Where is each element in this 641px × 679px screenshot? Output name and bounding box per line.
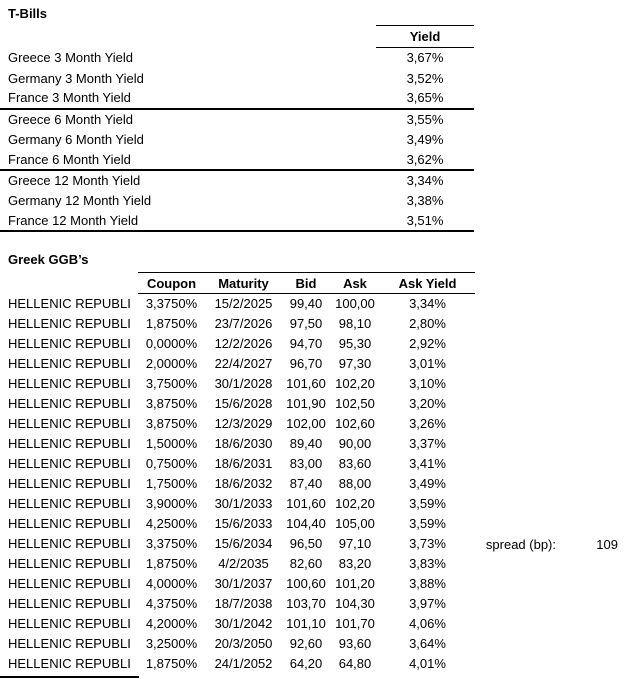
ggb-issuer-cell[interactable]: HELLENIC REPUBLI bbox=[8, 456, 131, 471]
ggb-coupon-cell[interactable]: 3,3750% bbox=[145, 296, 198, 312]
tbill-label-cell[interactable]: France 3 Month Yield bbox=[0, 88, 376, 108]
ggb-bond-row bbox=[0, 554, 475, 574]
tbill-label-cell[interactable]: Germany 12 Month Yield bbox=[8, 192, 152, 208]
ggb-ask-cell[interactable]: 102,50 bbox=[335, 396, 375, 411]
ggb-bid-cell[interactable]: 102,00 bbox=[286, 416, 326, 431]
ggb-bond-row bbox=[0, 354, 475, 374]
tbill-label-cell[interactable]: Germany 6 Month Yield bbox=[8, 131, 144, 147]
tbills-header-row bbox=[0, 26, 474, 48]
ggb-issuer-cell[interactable]: HELLENIC REPUBLI bbox=[8, 316, 131, 331]
ggb-coupon-cell[interactable]: 3,2500% bbox=[145, 636, 198, 651]
tbill-yield-cell[interactable]: 3,38% bbox=[406, 192, 444, 208]
ggb-ask-cell[interactable]: 93,60 bbox=[338, 636, 372, 651]
ggb-section-title: Greek GGB’s bbox=[8, 252, 89, 267]
ggb-ask-yield-cell[interactable]: 3,37% bbox=[409, 436, 446, 451]
ggb-maturity-cell[interactable]: 12/3/2029 bbox=[214, 416, 273, 431]
ggb-ask-cell[interactable]: 88,00 bbox=[338, 476, 372, 491]
ggb-ask-cell[interactable]: 101,70 bbox=[335, 616, 375, 631]
ggb-ask-cell[interactable]: 100,00 bbox=[335, 296, 375, 312]
ggb-ask-yield-cell[interactable]: 2,80% bbox=[409, 316, 446, 331]
ggb-coupon-cell[interactable]: 2,0000% bbox=[145, 356, 198, 371]
ggb-header-empty-cell bbox=[0, 273, 138, 294]
ggb-coupon-cell[interactable]: 0,0000% bbox=[145, 336, 198, 351]
ggb-ask-yield-cell[interactable]: 3,01% bbox=[409, 356, 446, 371]
ggb-ask-cell[interactable]: 104,30 bbox=[335, 596, 375, 611]
ggb-coupon-cell[interactable]: 4,3750% bbox=[145, 596, 198, 611]
ggb-bond-row bbox=[0, 634, 475, 654]
ggb-coupon-cell[interactable]: 3,7500% bbox=[145, 376, 198, 391]
ggb-bond-row bbox=[0, 414, 475, 434]
ggb-coupon-cell[interactable]: 3,9000% bbox=[145, 496, 198, 511]
ggb-maturity-cell[interactable]: 30/1/2042 bbox=[214, 616, 273, 631]
ggb-ask-cell[interactable]: 83,60 bbox=[338, 456, 372, 471]
ggb-ask-cell[interactable]: 102,20 bbox=[335, 496, 375, 511]
ggb-ask-cell[interactable]: 101,20 bbox=[335, 576, 375, 591]
tbill-yield-cell[interactable]: 3,51% bbox=[376, 211, 474, 231]
ggb-bond-row bbox=[0, 394, 475, 414]
ggb-bond-row bbox=[0, 534, 475, 554]
ggb-bid-cell[interactable]: 103,70 bbox=[286, 596, 326, 611]
ggb-coupon-cell[interactable]: 1,8750% bbox=[145, 656, 198, 671]
ggb-bid-cell[interactable]: 96,50 bbox=[289, 536, 323, 551]
ggb-ask-cell[interactable]: 97,10 bbox=[338, 536, 372, 551]
ggb-issuer-cell[interactable]: HELLENIC REPUBLI bbox=[8, 636, 131, 651]
ggb-bid-cell[interactable]: 99,40 bbox=[289, 296, 323, 312]
ggb-issuer-cell[interactable]: HELLENIC REPUBLI bbox=[8, 536, 131, 551]
ggb-maturity-cell[interactable]: 30/1/2037 bbox=[214, 576, 273, 591]
bottom-partial-rule bbox=[0, 676, 139, 678]
spread-bp-label: spread (bp): bbox=[485, 537, 556, 552]
ggb-bond-row bbox=[0, 314, 475, 334]
ggb-ask-yield-cell[interactable]: 3,34% bbox=[409, 296, 446, 312]
ggb-bid-cell[interactable]: 83,00 bbox=[289, 456, 323, 471]
ggb-issuer-cell[interactable]: HELLENIC REPUBLI bbox=[8, 556, 131, 571]
ggb-ask-yield-cell[interactable]: 3,20% bbox=[409, 396, 446, 411]
tbills-row bbox=[0, 109, 474, 129]
ggb-ask-cell[interactable]: 90,00 bbox=[338, 436, 372, 451]
ggb-maturity-cell[interactable]: 24/1/2052 bbox=[214, 656, 273, 671]
ggb-col-header-ask-yield: Ask Yield bbox=[380, 273, 475, 294]
tbill-yield-cell[interactable]: 3,65% bbox=[376, 88, 474, 108]
ggb-coupon-cell[interactable]: 3,3750% bbox=[145, 536, 198, 551]
ggb-bond-row bbox=[0, 614, 475, 634]
ggb-bid-cell[interactable]: 101,60 bbox=[286, 376, 326, 391]
tbill-yield-cell[interactable]: 3,67% bbox=[406, 50, 444, 66]
ggb-ask-cell[interactable]: 95,30 bbox=[338, 336, 372, 351]
ggb-bid-cell[interactable]: 96,70 bbox=[289, 356, 323, 371]
ggb-col-header-maturity: Maturity bbox=[205, 273, 282, 294]
ggb-coupon-cell[interactable]: 1,5000% bbox=[145, 436, 198, 451]
ggb-maturity-cell[interactable]: 15/6/2033 bbox=[214, 516, 273, 531]
ggb-ask-yield-cell[interactable]: 3,41% bbox=[409, 456, 446, 471]
ggb-ask-yield-cell[interactable]: 3,88% bbox=[409, 576, 446, 591]
ggb-issuer-cell[interactable]: HELLENIC REPUBLI bbox=[8, 516, 131, 531]
ggb-maturity-cell[interactable]: 23/7/2026 bbox=[214, 316, 273, 331]
ggb-bid-cell[interactable]: 82,60 bbox=[289, 556, 323, 571]
tbill-yield-cell[interactable]: 3,55% bbox=[406, 111, 444, 127]
ggb-issuer-cell[interactable]: HELLENIC REPUBLI bbox=[8, 496, 131, 511]
ggb-bid-cell[interactable]: 89,40 bbox=[289, 436, 323, 451]
ggb-col-header-ask: Ask bbox=[330, 273, 380, 294]
ggb-coupon-cell[interactable]: 4,2500% bbox=[145, 516, 198, 531]
tbill-label-cell[interactable]: Greece 6 Month Yield bbox=[8, 111, 134, 127]
ggb-ask-cell[interactable]: 98,10 bbox=[338, 316, 372, 331]
ggb-maturity-cell[interactable]: 15/6/2028 bbox=[214, 396, 273, 411]
ggb-bond-row bbox=[0, 334, 475, 354]
ggb-coupon-cell[interactable]: 1,8750% bbox=[145, 316, 198, 331]
tbill-label-cell[interactable]: Greece 12 Month Yield bbox=[8, 173, 141, 189]
tbill-yield-cell[interactable]: 3,34% bbox=[406, 173, 444, 189]
ggb-bond-row bbox=[0, 574, 475, 594]
ggb-issuer-cell[interactable]: HELLENIC REPUBLI bbox=[8, 396, 131, 411]
tbills-row bbox=[0, 211, 474, 231]
spread-bp-value[interactable]: 109 bbox=[596, 537, 618, 552]
ggb-bid-cell[interactable]: 101,60 bbox=[286, 496, 326, 511]
ggb-maturity-cell[interactable]: 4/2/2035 bbox=[218, 556, 269, 571]
ggb-bond-row bbox=[0, 434, 475, 454]
ggb-ask-yield-cell[interactable]: 4,06% bbox=[409, 616, 446, 631]
ggb-ask-cell[interactable]: 105,00 bbox=[335, 516, 375, 531]
ggb-issuer-cell[interactable]: HELLENIC REPUBLI bbox=[8, 416, 131, 431]
ggb-bid-cell[interactable]: 104,40 bbox=[286, 516, 326, 531]
ggb-bond-row bbox=[0, 474, 475, 494]
ggb-maturity-cell[interactable]: 18/6/2030 bbox=[214, 436, 273, 451]
ggb-issuer-cell[interactable]: HELLENIC REPUBLI bbox=[8, 596, 131, 611]
tbill-label-cell[interactable]: Germany 3 Month Yield bbox=[8, 70, 144, 86]
ggb-maturity-cell[interactable]: 20/3/2050 bbox=[214, 636, 273, 651]
ggb-issuer-cell[interactable]: HELLENIC REPUBLI bbox=[8, 616, 131, 631]
ggb-ask-cell[interactable]: 102,20 bbox=[335, 376, 375, 391]
ggb-coupon-cell[interactable]: 3,8750% bbox=[145, 416, 198, 431]
ggb-maturity-cell[interactable]: 18/6/2032 bbox=[214, 476, 273, 491]
ggb-issuer-cell[interactable]: HELLENIC REPUBLI bbox=[8, 356, 131, 371]
ggb-ask-yield-cell[interactable]: 3,59% bbox=[409, 496, 446, 511]
ggb-coupon-cell[interactable]: 3,8750% bbox=[145, 396, 198, 411]
ggb-bid-cell[interactable]: 101,90 bbox=[286, 396, 326, 411]
ggb-ask-yield-cell[interactable]: 3,26% bbox=[409, 416, 446, 431]
tbills-row bbox=[0, 149, 474, 169]
tbills-table bbox=[0, 25, 474, 232]
ggb-ask-yield-cell[interactable]: 3,49% bbox=[409, 476, 446, 491]
ggb-bid-cell[interactable]: 97,50 bbox=[289, 316, 323, 331]
ggb-maturity-cell[interactable]: 30/1/2033 bbox=[214, 496, 273, 511]
tbills-row bbox=[0, 190, 474, 210]
ggb-issuer-cell[interactable]: HELLENIC REPUBLI bbox=[8, 656, 131, 671]
tbill-yield-cell[interactable]: 3,62% bbox=[376, 149, 474, 169]
ggb-ask-yield-cell[interactable]: 3,97% bbox=[409, 596, 446, 611]
ggb-ask-cell[interactable]: 102,60 bbox=[335, 416, 375, 431]
ggb-maturity-cell[interactable]: 18/7/2038 bbox=[214, 596, 273, 611]
tbills-yield-header: Yield bbox=[376, 26, 474, 48]
ggb-maturity-cell[interactable]: 30/1/2028 bbox=[214, 376, 273, 391]
ggb-col-header-bid: Bid bbox=[282, 273, 330, 294]
ggb-maturity-cell[interactable]: 12/2/2026 bbox=[214, 336, 273, 351]
ggb-issuer-cell[interactable]: HELLENIC REPUBLI bbox=[8, 476, 131, 491]
ggb-bond-row bbox=[0, 514, 475, 534]
ggb-coupon-cell[interactable]: 4,0000% bbox=[145, 576, 198, 591]
tbills-row bbox=[0, 48, 474, 68]
ggb-ask-yield-cell[interactable]: 3,64% bbox=[409, 636, 446, 651]
ggb-bond-row bbox=[0, 494, 475, 514]
ggb-maturity-cell[interactable]: 22/4/2027 bbox=[214, 356, 273, 371]
ggb-ask-cell[interactable]: 83,20 bbox=[338, 556, 372, 571]
tbill-yield-cell[interactable]: 3,49% bbox=[406, 131, 444, 147]
ggb-ask-yield-cell[interactable]: 3,83% bbox=[409, 556, 446, 571]
ggb-bid-cell[interactable]: 100,60 bbox=[286, 576, 326, 591]
ggb-bond-row bbox=[0, 294, 475, 314]
tbill-label-cell[interactable]: Greece 3 Month Yield bbox=[8, 50, 134, 66]
tbill-label-cell[interactable]: France 6 Month Yield bbox=[0, 149, 376, 169]
ggb-ask-cell[interactable]: 64,80 bbox=[338, 656, 372, 671]
ggb-issuer-cell[interactable]: HELLENIC REPUBLI bbox=[8, 436, 131, 451]
ggb-ask-yield-cell[interactable]: 3,10% bbox=[409, 376, 446, 391]
ggb-maturity-cell[interactable]: 15/2/2025 bbox=[214, 296, 273, 312]
ggb-issuer-cell[interactable]: HELLENIC REPUBLI bbox=[8, 376, 131, 391]
ggb-issuer-cell[interactable]: HELLENIC REPUBLI bbox=[8, 296, 131, 311]
ggb-ask-yield-cell[interactable]: 4,01% bbox=[409, 656, 446, 671]
ggb-coupon-cell[interactable]: 4,2000% bbox=[145, 616, 198, 631]
ggb-bid-cell[interactable]: 64,20 bbox=[289, 656, 323, 671]
ggb-ask-yield-cell[interactable]: 2,92% bbox=[409, 336, 446, 351]
ggb-bid-cell[interactable]: 92,60 bbox=[289, 636, 323, 651]
ggb-coupon-cell[interactable]: 0,7500% bbox=[145, 456, 198, 471]
ggb-col-header-coupon: Coupon bbox=[138, 273, 205, 294]
ggb-bond-row bbox=[0, 454, 475, 474]
ggb-header-row bbox=[0, 273, 475, 294]
ggb-bond-row bbox=[0, 654, 475, 674]
ggb-bond-row bbox=[0, 594, 475, 614]
tbill-yield-cell[interactable]: 3,52% bbox=[406, 70, 444, 86]
tbills-row bbox=[0, 68, 474, 88]
ggb-issuer-cell[interactable]: HELLENIC REPUBLI bbox=[8, 336, 131, 351]
ggb-bond-row bbox=[0, 374, 475, 394]
ggb-issuer-cell[interactable]: HELLENIC REPUBLI bbox=[8, 576, 131, 591]
ggb-maturity-cell[interactable]: 18/6/2031 bbox=[214, 456, 273, 471]
ggb-table bbox=[0, 272, 475, 674]
ggb-bid-cell[interactable]: 94,70 bbox=[289, 336, 323, 351]
tbills-row bbox=[0, 129, 474, 149]
tbill-label-cell[interactable]: France 12 Month Yield bbox=[0, 211, 376, 231]
ggb-coupon-cell[interactable]: 1,7500% bbox=[145, 476, 198, 491]
tbills-header-empty-cell bbox=[0, 26, 376, 48]
ggb-ask-yield-cell[interactable]: 3,73% bbox=[409, 536, 446, 551]
ggb-ask-cell[interactable]: 97,30 bbox=[338, 356, 372, 371]
ggb-bid-cell[interactable]: 87,40 bbox=[289, 476, 323, 491]
ggb-coupon-cell[interactable]: 1,8750% bbox=[145, 556, 198, 571]
tbills-section-title: T-Bills bbox=[8, 6, 48, 21]
ggb-maturity-cell[interactable]: 15/6/2034 bbox=[214, 536, 273, 551]
tbills-row bbox=[0, 170, 474, 190]
ggb-bid-cell[interactable]: 101,10 bbox=[286, 616, 326, 631]
ggb-ask-yield-cell[interactable]: 3,59% bbox=[409, 516, 446, 531]
tbills-row bbox=[0, 88, 474, 108]
